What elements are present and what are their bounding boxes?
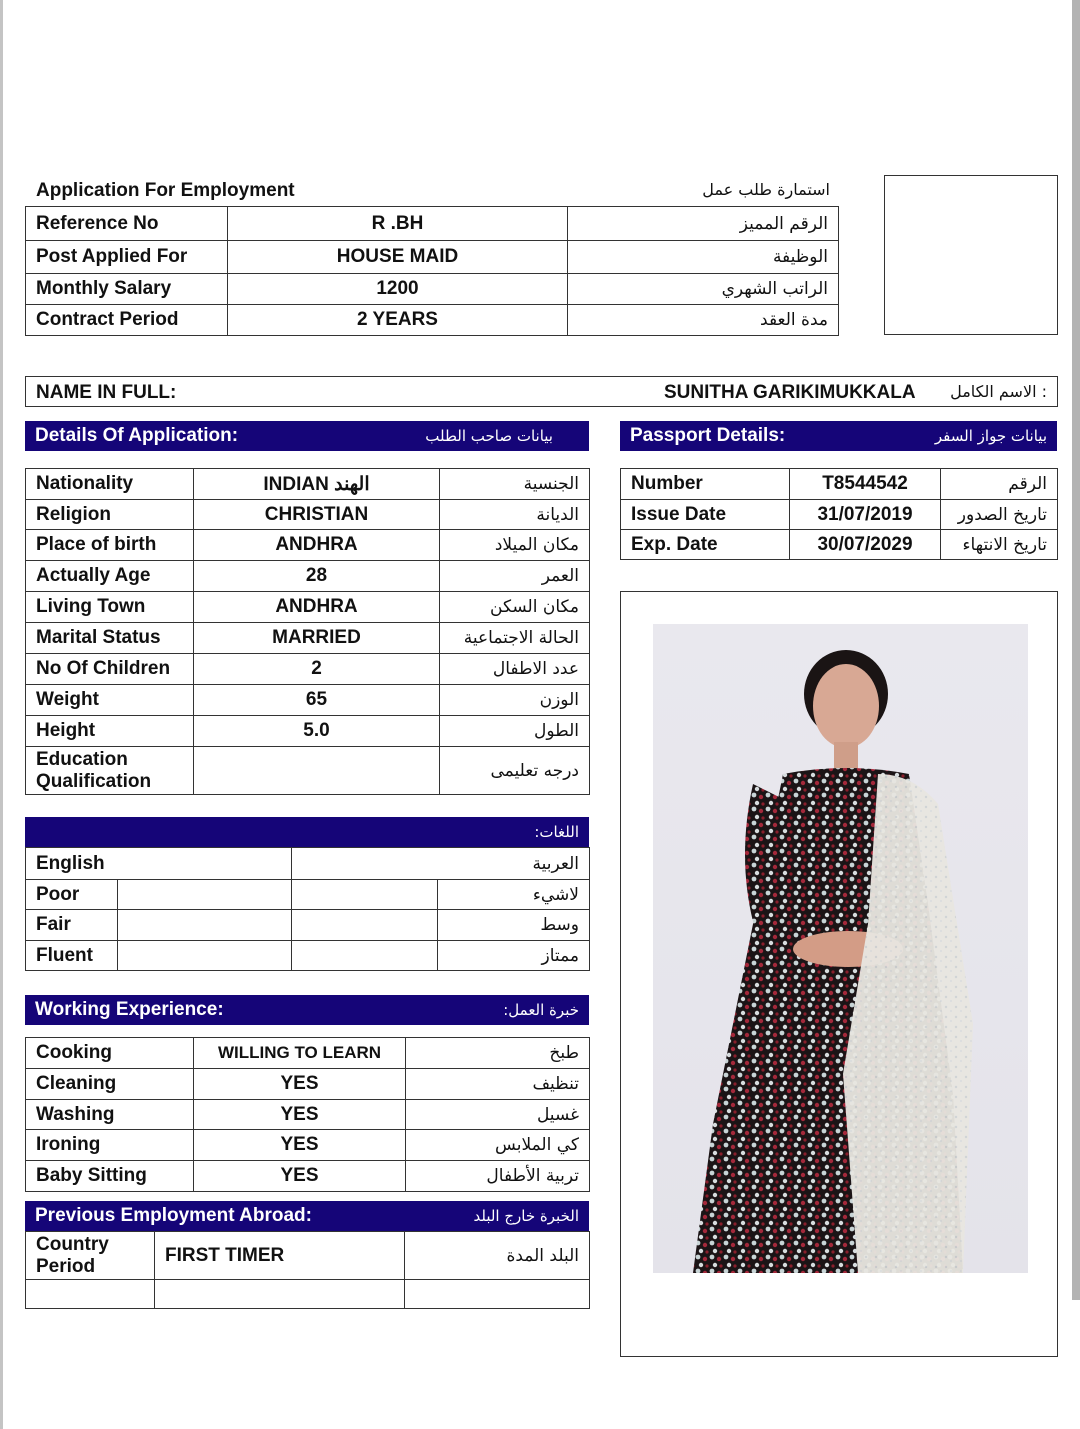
abroad-title-en: Previous Employment Abroad: (35, 1205, 312, 1226)
details-title-ar: بيانات صاحب الطلب (425, 427, 553, 445)
experience-title-ar: خبرة العمل: (503, 1001, 579, 1019)
table-row (26, 1161, 590, 1192)
reference-no-value: R .BH (228, 207, 568, 241)
living-town-value: ANDHRA (194, 592, 440, 623)
form-title-ar: استمارة طلب عمل (702, 180, 830, 199)
table-row (26, 848, 590, 880)
row-label (26, 747, 194, 795)
table-row (26, 880, 590, 910)
row-label: Baby Sitting (26, 1161, 194, 1192)
table-row (26, 716, 590, 747)
row-label: Fair (26, 910, 118, 941)
name-label-ar: : الاسم الكامل (950, 382, 1047, 401)
row-label: Exp. Date (621, 530, 790, 560)
issue-date-value: 31/07/2019 (790, 500, 941, 530)
baby-sitting-value: YES (194, 1161, 406, 1192)
row-label: Monthly Salary (26, 274, 228, 305)
row-label-ar: عدد الاطفال (440, 654, 590, 685)
row-label-ar: تاريخ الانتهاء (941, 530, 1058, 560)
row-label: Cooking (26, 1038, 194, 1069)
education-label-line1: Education (36, 748, 128, 770)
language-arabic-header: العربية (292, 848, 590, 880)
height-value: 5.0 (194, 716, 440, 747)
empty-cell (26, 1280, 155, 1309)
languages-table (25, 847, 590, 971)
row-label-ar: البلد المدة (405, 1232, 590, 1280)
nationality-value: INDIAN الهند (194, 469, 440, 500)
row-label: Issue Date (621, 500, 790, 530)
row-label-ar: الراتب الشهري (568, 274, 839, 305)
row-label-ar: الطول (440, 716, 590, 747)
table-row (26, 469, 590, 500)
table-row (26, 1130, 590, 1161)
table-row (26, 1038, 590, 1069)
full-name-value: SUNITHA GARIKIMUKKALA (664, 382, 916, 403)
row-label: Weight (26, 685, 194, 716)
english-poor-cell (118, 880, 292, 910)
education-label-line2: Qualification (36, 770, 152, 792)
row-label-ar: لاشيء (438, 880, 590, 910)
english-fair-cell (118, 910, 292, 941)
table-row (621, 500, 1058, 530)
period-label: Period (36, 1255, 96, 1277)
row-label: No Of Children (26, 654, 194, 685)
table-row (26, 500, 590, 530)
experience-section-header (25, 995, 589, 1025)
passport-number-value: T8544542 (790, 469, 941, 500)
row-label-ar: تنظيف (406, 1069, 590, 1100)
row-label-ar: الرقم (941, 469, 1058, 500)
row-label: Post Applied For (26, 241, 228, 274)
table-row (26, 623, 590, 654)
row-label-ar: مكان السكن (440, 592, 590, 623)
row-label: Poor (26, 880, 118, 910)
row-label (26, 1232, 155, 1280)
row-label: Place of birth (26, 530, 194, 561)
washing-value: YES (194, 1100, 406, 1130)
table-row (621, 530, 1058, 560)
passport-section-header (620, 421, 1057, 451)
table-row (26, 561, 590, 592)
passport-table (620, 468, 1058, 560)
table-row (26, 1280, 590, 1309)
table-row (26, 941, 590, 971)
row-label-ar: تربية الأطفال (406, 1161, 590, 1192)
passport-title-ar: بيانات جواز السفر (934, 427, 1047, 445)
table-row (26, 654, 590, 685)
name-row (25, 376, 1058, 407)
abroad-table (25, 1231, 590, 1309)
table-row (26, 747, 590, 795)
row-label: Nationality (26, 469, 194, 500)
table-row (26, 305, 839, 336)
education-value (194, 747, 440, 795)
languages-title-ar: اللغات: (534, 823, 579, 841)
passport-title-en: Passport Details: (630, 425, 786, 446)
row-label-ar: درجه تعليمى (440, 747, 590, 795)
row-label: Religion (26, 500, 194, 530)
table-row (26, 241, 839, 274)
row-label: Fluent (26, 941, 118, 971)
row-label: Reference No (26, 207, 228, 241)
row-label-ar: غسيل (406, 1100, 590, 1130)
row-label-ar: الجنسية (440, 469, 590, 500)
form-title-en: Application For Employment (36, 180, 295, 201)
row-label: Contract Period (26, 305, 228, 336)
row-label: Number (621, 469, 790, 500)
table-row (26, 910, 590, 941)
table-row (26, 530, 590, 561)
row-label-ar: وسط (438, 910, 590, 941)
top-info-table (25, 206, 839, 336)
row-label: Cleaning (26, 1069, 194, 1100)
weight-value: 65 (194, 685, 440, 716)
arabic-poor-cell (292, 880, 438, 910)
row-label-ar: ممتاز (438, 941, 590, 971)
abroad-title-ar: الخبرة خارج البلد (473, 1207, 579, 1225)
passport-photo-placeholder (884, 175, 1058, 335)
row-label-ar: مدة العقد (568, 305, 839, 336)
place-of-birth-value: ANDHRA (194, 530, 440, 561)
country-label: Country (36, 1233, 109, 1255)
row-label-ar: الحالة الاجتماعية (440, 623, 590, 654)
english-fluent-cell (118, 941, 292, 971)
post-applied-value: HOUSE MAID (228, 241, 568, 274)
row-label-ar: طبخ (406, 1038, 590, 1069)
row-label: Washing (26, 1100, 194, 1130)
row-label-ar: الرقم المميز (568, 207, 839, 241)
row-label-ar: مكان الميلاد (440, 530, 590, 561)
table-row (26, 592, 590, 623)
row-label: Living Town (26, 592, 194, 623)
marital-status-value: MARRIED (194, 623, 440, 654)
expiry-date-value: 30/07/2029 (790, 530, 941, 560)
religion-value: CHRISTIAN (194, 500, 440, 530)
table-row (26, 274, 839, 305)
empty-cell (155, 1280, 405, 1309)
table-row (26, 207, 839, 241)
row-label-ar: العمر (440, 561, 590, 592)
row-label: Ironing (26, 1130, 194, 1161)
row-label-ar: تاريخ الصدور (941, 500, 1058, 530)
scrollbar[interactable] (1072, 0, 1080, 1300)
details-table (25, 468, 590, 795)
experience-table (25, 1037, 590, 1192)
row-label: Marital Status (26, 623, 194, 654)
experience-title-en: Working Experience: (35, 999, 224, 1020)
cooking-value: WILLING TO LEARN (194, 1038, 406, 1069)
row-label: Height (26, 716, 194, 747)
arabic-fair-cell (292, 910, 438, 941)
empty-cell (405, 1280, 590, 1309)
row-label-ar: الوزن (440, 685, 590, 716)
table-row (621, 469, 1058, 500)
table-row (26, 1100, 590, 1130)
row-label: Actually Age (26, 561, 194, 592)
table-row (26, 685, 590, 716)
arabic-fluent-cell (292, 941, 438, 971)
monthly-salary-value: 1200 (228, 274, 568, 305)
details-section-header (25, 421, 589, 451)
cleaning-value: YES (194, 1069, 406, 1100)
language-english-header: English (26, 848, 292, 880)
person-silhouette-icon (653, 624, 1028, 1273)
table-row (26, 1069, 590, 1100)
applicant-photo (653, 624, 1028, 1273)
abroad-value: FIRST TIMER (155, 1232, 405, 1280)
page-left-edge (0, 0, 3, 1429)
age-value: 28 (194, 561, 440, 592)
row-label-ar: الديانة (440, 500, 590, 530)
row-label-ar: الوظيفة (568, 241, 839, 274)
details-title-en: Details Of Application: (35, 425, 239, 446)
languages-section-header (25, 817, 589, 847)
children-value: 2 (194, 654, 440, 685)
abroad-section-header (25, 1201, 589, 1231)
row-label-ar: كي الملابس (406, 1130, 590, 1161)
contract-period-value: 2 YEARS (228, 305, 568, 336)
name-label-en: NAME IN FULL: (36, 382, 177, 403)
ironing-value: YES (194, 1130, 406, 1161)
table-row (26, 1232, 590, 1280)
